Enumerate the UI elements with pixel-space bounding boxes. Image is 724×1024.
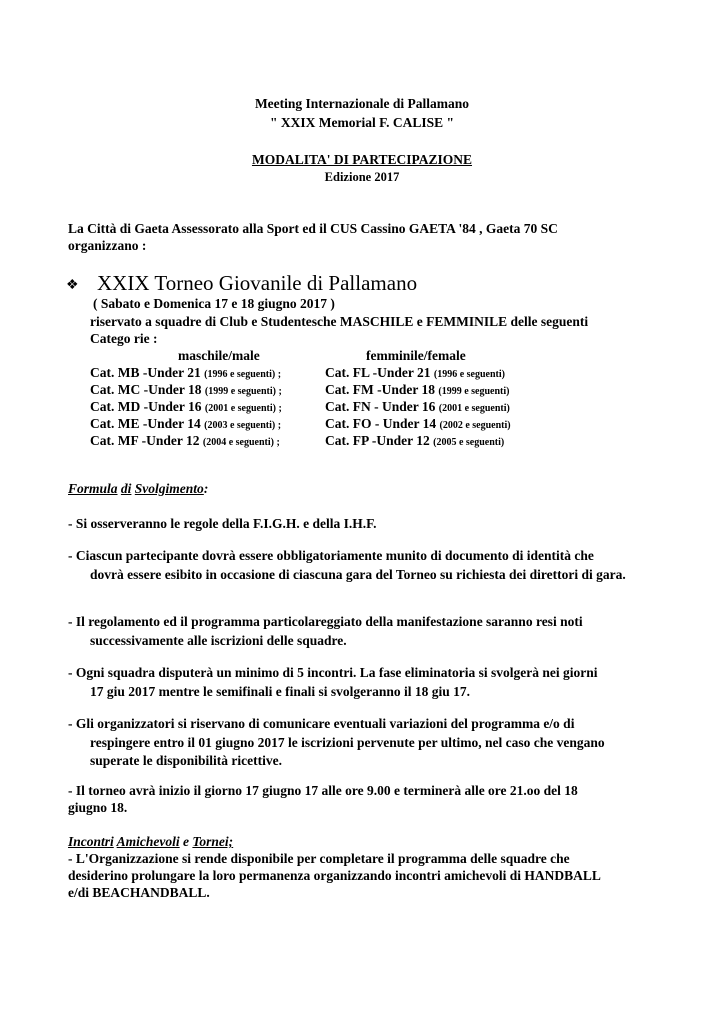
female-category: Cat. FM -Under 18 bbox=[325, 382, 435, 397]
edition-label: Edizione 2017 bbox=[324, 170, 400, 184]
female-category: Cat. FP -Under 12 bbox=[325, 433, 430, 448]
friendly-heading-word: Incontri bbox=[68, 834, 114, 849]
male-category: Cat. MF -Under 12 bbox=[90, 433, 200, 448]
category-row-female bbox=[325, 416, 511, 432]
rule-item bbox=[68, 613, 648, 650]
category-row-female bbox=[325, 399, 510, 415]
tournament-dates: ( Sabato e Domenica 17 e 18 giugno 2017 ) bbox=[93, 296, 335, 311]
rule-continuation: respingere entro il 01 giugno 2017 le iscrizioni pervenute per ultimo, nel caso che vengano superate le disponibilità ricettive. bbox=[90, 734, 605, 768]
intro-line-1: La Città di Gaeta Assessorato alla Sport ed il CUS Cassino GAETA '84 , Gaeta 70 SC bbox=[68, 221, 558, 236]
formula-heading-colon: : bbox=[203, 481, 209, 496]
female-years: (2005 e seguenti) bbox=[433, 437, 505, 448]
rule-item bbox=[68, 547, 648, 584]
male-years: (2004 e seguenti) ; bbox=[202, 437, 280, 448]
page-title-wrap bbox=[0, 152, 724, 168]
rule-text: - Il regolamento ed il programma particolareggiato della manifestazione saranno resi noti bbox=[68, 614, 583, 629]
formula-heading-word: Formula bbox=[68, 481, 118, 496]
rule-text: - Ogni squadra disputerà un minimo di 5 incontri. La fase eliminatoria si svolgerà nei giorni bbox=[68, 665, 598, 680]
rule-item bbox=[68, 715, 648, 771]
categories-label: Catego rie : bbox=[90, 331, 158, 346]
rule-text: - Ciascun partecipante dovrà essere obbligatoriamente munito di documento di identità che bbox=[68, 548, 594, 563]
formula-heading bbox=[68, 481, 208, 497]
male-years: (1996 e seguenti) ; bbox=[204, 369, 282, 380]
friendly-heading-word: e bbox=[183, 834, 190, 849]
rule-continuation: 17 giu 2017 mentre le semifinali e finali si svolgeranno il 18 giu 17. bbox=[90, 683, 470, 699]
page-title: MODALITA' DI PARTECIPAZIONE bbox=[251, 152, 473, 167]
rule-item bbox=[68, 515, 648, 534]
rule-text: - Si osserveranno le regole della F.I.G.H. e della I.H.F. bbox=[68, 516, 377, 531]
female-category: Cat. FN - Under 16 bbox=[325, 399, 436, 414]
male-years: (1999 e seguenti) ; bbox=[204, 386, 282, 397]
male-category: Cat. MB -Under 21 bbox=[90, 365, 201, 380]
last-rule-line-1: - Il torneo avrà inizio il giorno 17 giugno 17 alle ore 9.00 e terminerà alle ore 21.oo del 18 bbox=[68, 783, 578, 798]
friendly-line-3: e/di BEACHANDBALL. bbox=[68, 885, 210, 900]
header-line-1: Meeting Internazionale di Pallamano bbox=[254, 96, 470, 111]
female-years: (1996 e seguenti) bbox=[433, 369, 505, 380]
friendly-heading-word: Amichevoli bbox=[116, 834, 180, 849]
category-row bbox=[90, 416, 281, 432]
tournament-reserved: riservato a squadre di Club e Studentesche MASCHILE e FEMMINILE delle seguenti bbox=[90, 314, 589, 329]
category-row bbox=[90, 399, 282, 415]
category-row-female bbox=[325, 365, 505, 381]
category-row-female bbox=[325, 382, 509, 398]
male-category: Cat. MC -Under 18 bbox=[90, 382, 202, 397]
rule-continuation: dovrà essere esibito in occasione di ciascuna gara del Torneo su richiesta dei direttori di gara. bbox=[90, 566, 626, 582]
diamond-bullet-icon: ❖ bbox=[66, 278, 79, 293]
male-header: maschile/male bbox=[178, 348, 260, 363]
rule-text: - Gli organizzatori si riservano di comunicare eventuali variazioni del programma e/o di bbox=[68, 716, 575, 731]
formula-heading-word: Svolgimento bbox=[134, 481, 204, 496]
header-line-2: " XXIX Memorial F. CALISE " bbox=[270, 115, 454, 130]
male-category: Cat. MD -Under 16 bbox=[90, 399, 202, 414]
category-row bbox=[90, 433, 280, 449]
female-years: (2002 e seguenti) bbox=[439, 420, 511, 431]
last-rule-line-2: giugno 18. bbox=[68, 800, 128, 815]
female-years: (1999 e seguenti) bbox=[438, 386, 510, 397]
friendly-heading bbox=[68, 834, 233, 850]
female-category: Cat. FL -Under 21 bbox=[325, 365, 431, 380]
tournament-title: XXIX Torneo Giovanile di Pallamano bbox=[97, 271, 418, 295]
female-years: (2001 e seguenti) bbox=[438, 403, 510, 414]
category-row bbox=[90, 365, 281, 381]
female-header: femminile/female bbox=[366, 348, 466, 363]
male-years: (2003 e seguenti) ; bbox=[204, 420, 282, 431]
rule-item bbox=[68, 664, 648, 701]
male-category: Cat. ME -Under 14 bbox=[90, 416, 201, 431]
formula-heading-word: di bbox=[120, 481, 132, 496]
rule-continuation: successivamente alle iscrizioni delle squadre. bbox=[90, 632, 347, 648]
intro-line-2: organizzano : bbox=[68, 238, 147, 253]
category-row bbox=[90, 382, 282, 398]
friendly-heading-word: Tornei; bbox=[192, 834, 234, 849]
friendly-line-2: desiderino prolungare la loro permanenza organizzando incontri amichevoli di HANDBALL bbox=[68, 868, 601, 883]
category-row-female bbox=[325, 433, 504, 449]
male-years: (2001 e seguenti) ; bbox=[204, 403, 282, 414]
female-category: Cat. FO - Under 14 bbox=[325, 416, 437, 431]
friendly-line-1: - L'Organizzazione si rende disponibile per completare il programma delle squadre che bbox=[68, 851, 570, 866]
